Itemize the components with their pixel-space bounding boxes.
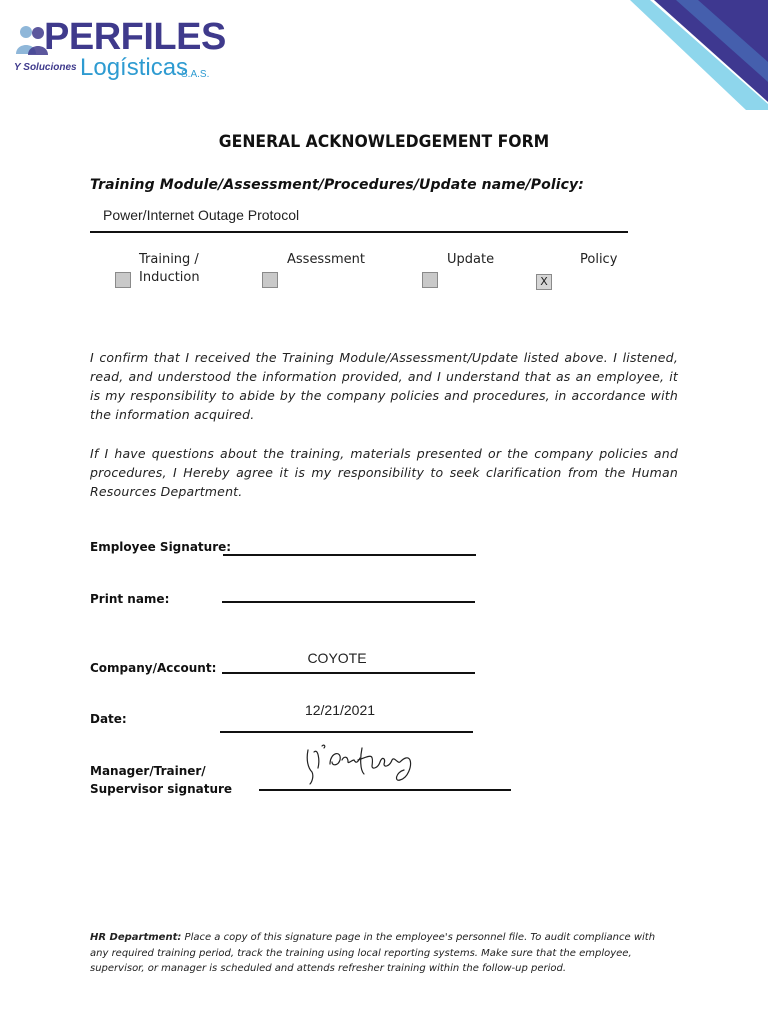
print-name-label: Print name: bbox=[90, 592, 170, 606]
employee-signature-line[interactable] bbox=[223, 554, 476, 556]
company-account-line bbox=[222, 672, 475, 674]
company-account-value[interactable]: COYOTE bbox=[307, 650, 367, 666]
employee-signature-label: Employee Signature: bbox=[90, 540, 232, 554]
option-training-checkbox[interactable] bbox=[115, 272, 131, 288]
manager-signature-label: Manager/Trainer/ Supervisor signature bbox=[90, 764, 233, 796]
option-assessment-label: Assessment bbox=[287, 252, 365, 267]
logo-brand: PERFILES bbox=[44, 16, 226, 58]
option-training-label: Training / Induction bbox=[139, 252, 200, 285]
logo-suffix: S.A.S. bbox=[181, 69, 210, 80]
option-assessment-checkbox[interactable] bbox=[262, 272, 278, 288]
date-value[interactable]: 12/21/2021 bbox=[304, 702, 376, 718]
company-account-label: Company/Account: bbox=[90, 661, 217, 675]
logo-tagline: Y Soluciones bbox=[14, 62, 77, 73]
hr-footer-text: Place a copy of this signature page in the employee's personnel file. To audit compliance with any required training period, track the training using local reporting systems. Make sure that the employee, supervisor, or manager is scheduled and attends refresher training within the follow-up period. bbox=[90, 932, 656, 974]
corner-decoration bbox=[628, 0, 768, 114]
module-underline bbox=[90, 231, 628, 233]
date-label: Date: bbox=[90, 712, 127, 726]
hr-footer-bold: HR Department: bbox=[90, 932, 182, 943]
option-policy-checkbox[interactable]: X bbox=[536, 274, 552, 290]
option-update-label: Update bbox=[447, 252, 495, 267]
manager-signature-image bbox=[300, 738, 430, 788]
module-heading: Training Module/Assessment/Procedures/Update name/Policy: bbox=[90, 177, 584, 193]
logo-sub: Logísticas bbox=[80, 54, 189, 81]
option-update-checkbox[interactable] bbox=[422, 272, 438, 288]
print-name-line[interactable] bbox=[222, 601, 475, 603]
option-policy-label: Policy bbox=[580, 252, 618, 267]
date-line bbox=[220, 731, 473, 733]
module-name-field[interactable]: Power/Internet Outage Protocol bbox=[103, 207, 300, 223]
confirmation-paragraph: I confirm that I received the Training Module/Assessment/Update listed above. I listened, read, and understood the information provided, and I understand that as an employee, it is my responsibility to abide by the company policies and procedures, in accordance with the information acquired. bbox=[90, 350, 678, 422]
form-title: GENERAL ACKNOWLEDGEMENT FORM bbox=[218, 132, 550, 152]
manager-signature-line bbox=[259, 789, 511, 791]
questions-paragraph: If I have questions about the training, materials presented or the company policies and procedures, I Hereby agree it is my responsibility to seek clarification from the Human Resources Department. bbox=[90, 446, 678, 499]
hr-footer-note bbox=[90, 930, 668, 977]
